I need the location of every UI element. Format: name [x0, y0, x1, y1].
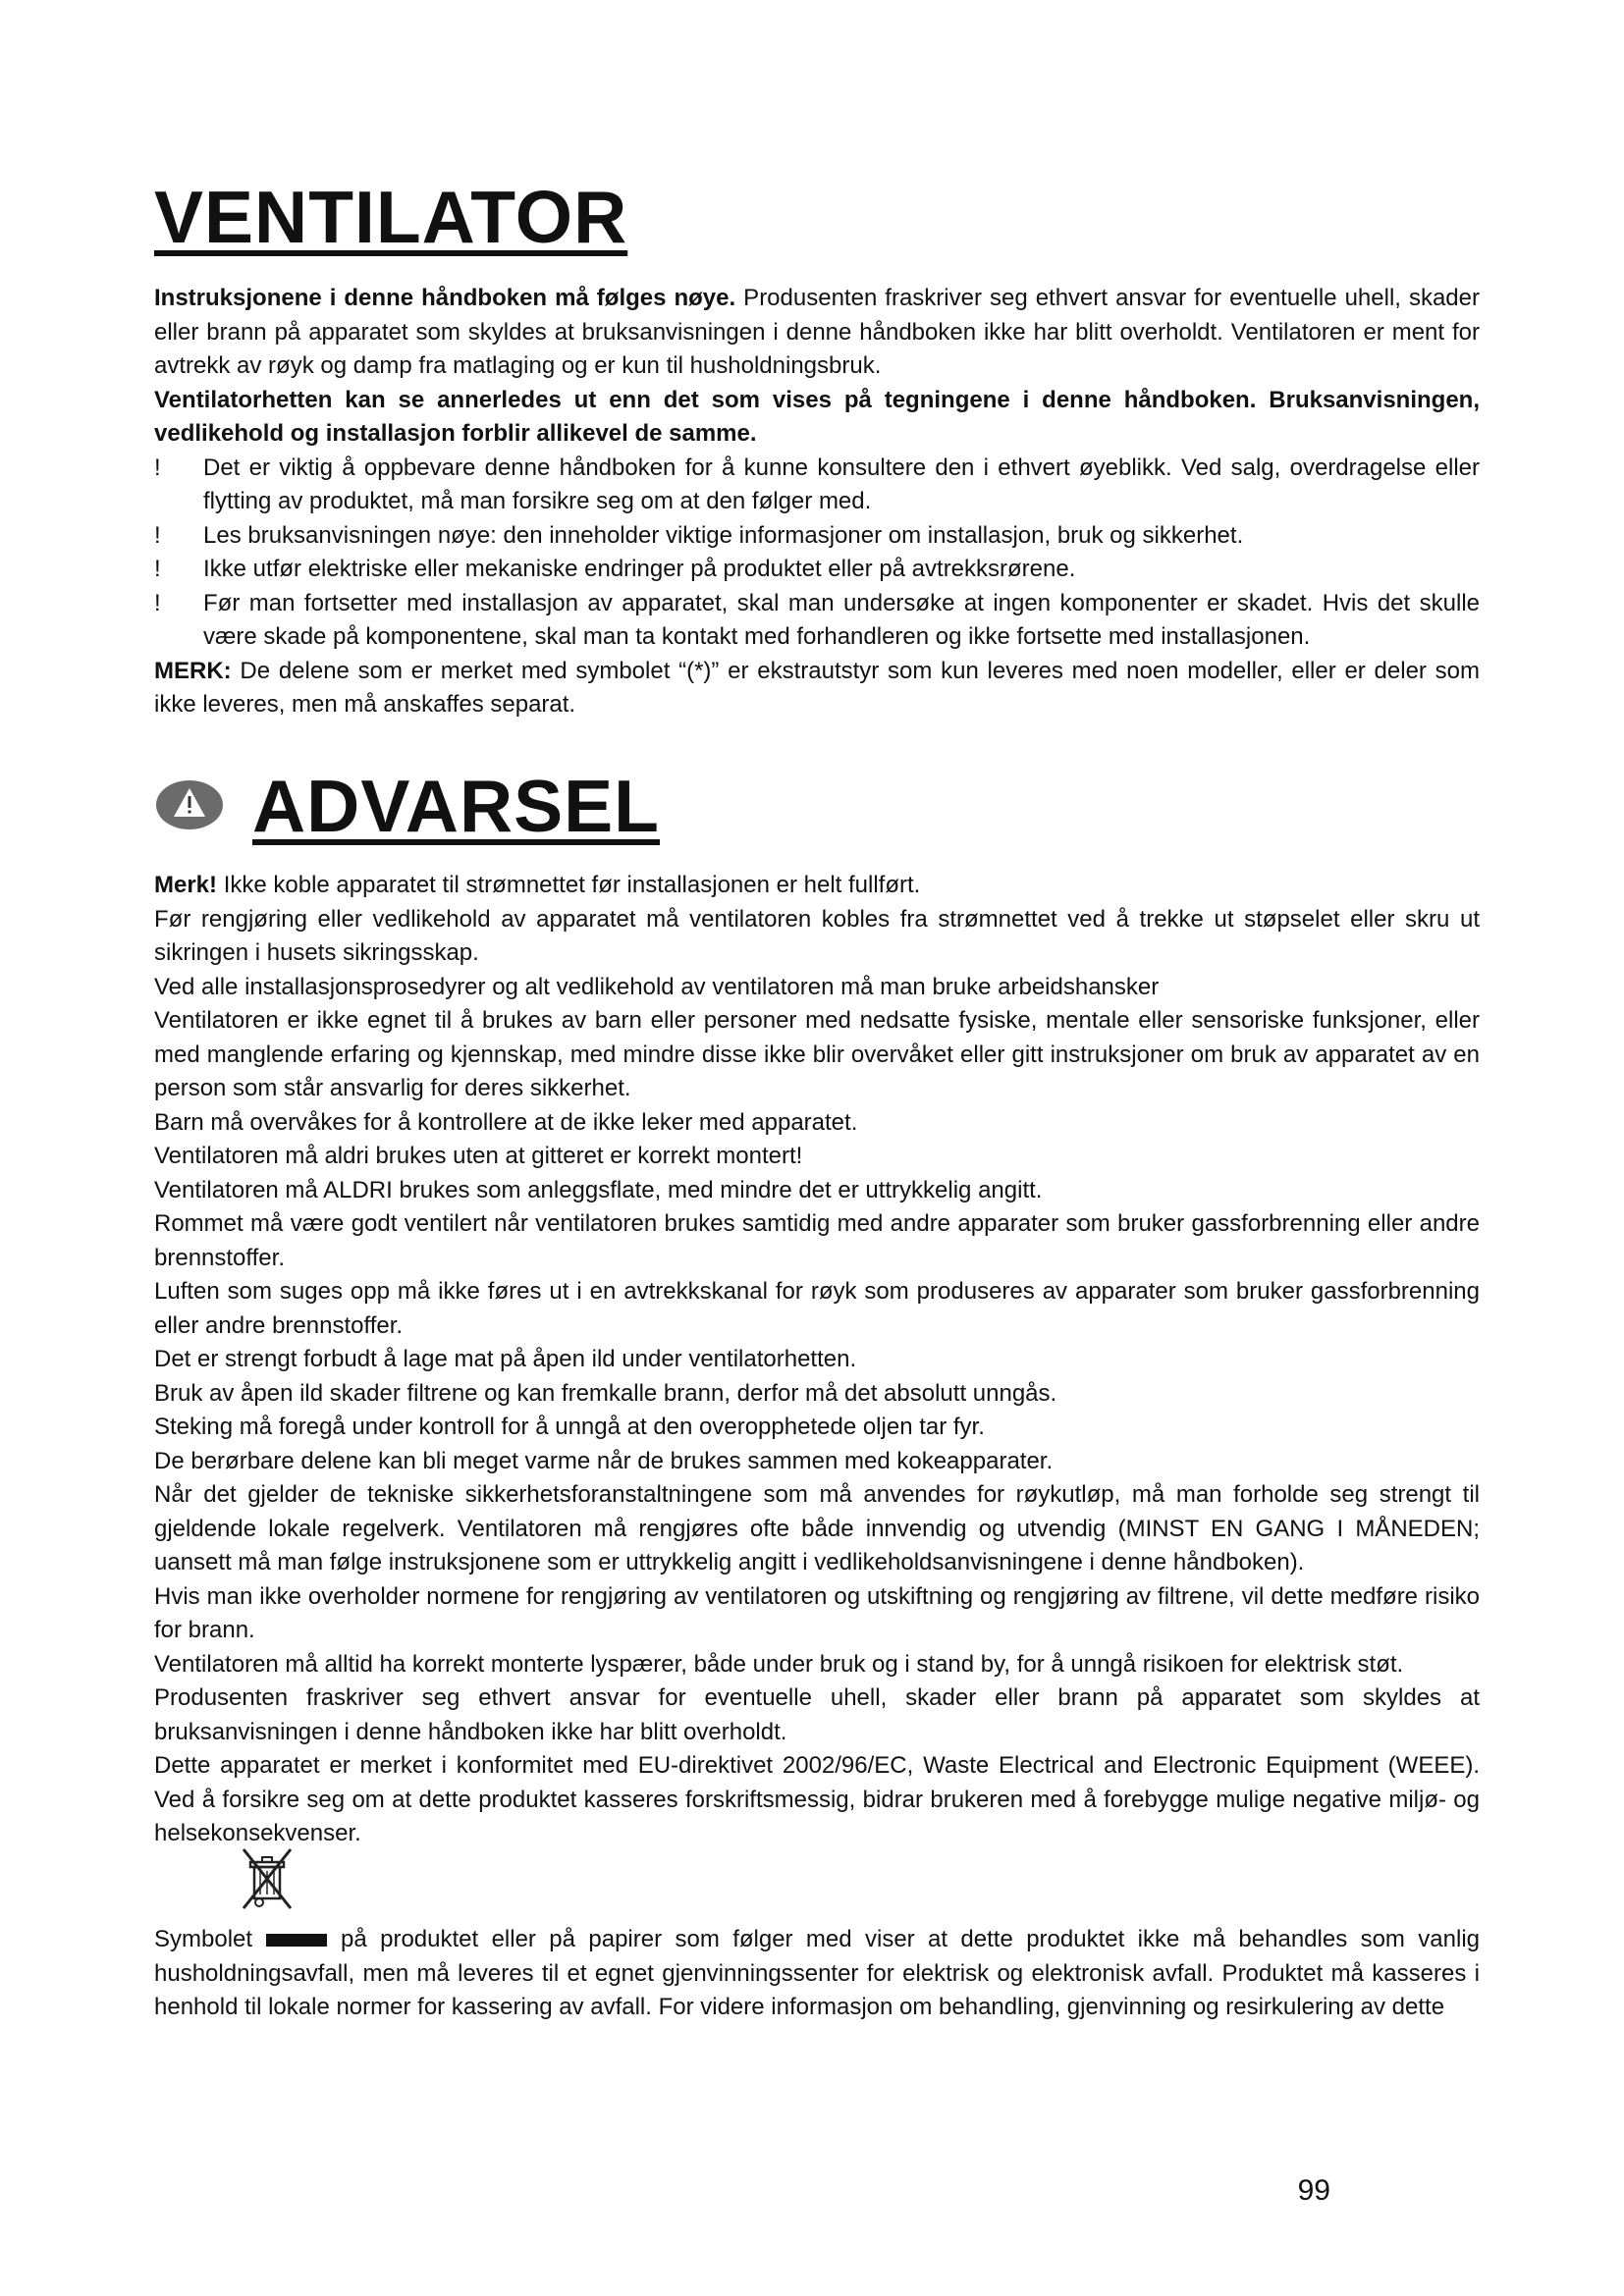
warning-first-bold: Merk! — [154, 872, 218, 898]
warning-paragraph: Produsenten fraskriver seg ethvert ansvar for eventuelle uhell, skader eller brann på apparatet som skyldes at bruksanvisningen i denne håndboken ikke har blitt overholdt. — [154, 1684, 1480, 1745]
warning-paragraph: Ventilatoren må aldri brukes uten at gitteret er korrekt montert! — [154, 1143, 803, 1169]
warning-paragraph: Før rengjøring eller vedlikehold av apparatet må ventilatoren kobles fra strømnettet ved å trekke ut støpselet eller skru ut sikringen i husets sikringsskap. — [154, 905, 1480, 966]
warning-paragraph: Ved alle installasjonsprosedyrer og alt vedlikehold av ventilatoren må man bruke arbeidshansker — [154, 973, 1160, 1000]
warning-paragraph: Rommet må være godt ventilert når ventilatoren brukes samtidig med andre apparater som bruker gassforbrenning eller andre brennstoffer. — [154, 1210, 1480, 1271]
intro-bold-paragraph: Ventilatorhetten kan se annerledes ut enn det som vises på tegningene i denne håndboken. Bruksanvisningen, vedlikehold og installasjon forblir allikevel de samme. — [154, 386, 1480, 447]
warning-paragraph: Hvis man ikke overholder normene for rengjøring av ventilatoren og utskiftning og rengjøring av filtrene, vil dette medføre risiko for brann. — [154, 1582, 1480, 1643]
intro-bold: Instruksjonene i denne håndboken må følges nøye. — [154, 285, 736, 311]
warning-triangle-icon — [154, 777, 225, 832]
bullet-text: Før man fortsetter med installasjon av apparatet, skal man undersøke at ingen komponenter er skadet. Hvis det skulle være skade på komponentene, skal man ta kontakt med forhandleren og ikke fortsette med installasjonen. — [203, 589, 1480, 650]
warning-paragraph: Steking må foregå under kontroll for å unngå at den overopphetede oljen tar fyr. — [154, 1414, 985, 1440]
bullet-text: Ikke utfør elektriske eller mekaniske endringer på produktet eller på avtrekksrørene. — [203, 556, 1076, 582]
warning-section — [154, 869, 1480, 1851]
bullet-item — [154, 452, 1480, 519]
symbol-paragraph — [154, 1923, 1480, 2025]
bullet-mark: ! — [154, 454, 161, 481]
page-number: 99 — [1297, 2174, 1330, 2207]
intro-section — [154, 282, 1480, 722]
bullet-mark: ! — [154, 589, 161, 616]
note-label: MERK: — [154, 657, 232, 684]
warning-paragraph: Når det gjelder de tekniske sikkerhetsforanstaltningene som må anvendes for røykutløp, må man forholde seg strengt til gjeldende lokale regelverk. Ventilatoren må rengjøres ofte både innvendig og utvendig (MINST EN GANG I MÅNEDEN; uansett må man følge instruksjonene som er uttrykkelig angitt i vedlikeholdsanvisningene i denne håndboken). — [154, 1481, 1480, 1575]
symbol-word: Symbolet — [154, 1926, 253, 1952]
note-paragraph — [154, 655, 1480, 722]
bullet-item — [154, 587, 1480, 655]
warning-paragraph: Luften som suges opp må ikke føres ut i en avtrekkskanal for røyk som produseres av apparater som bruker gassforbrenning eller andre brennstoffer. — [154, 1278, 1480, 1339]
warning-paragraph: De berørbare delene kan bli meget varme når de brukes sammen med kokeapparater. — [154, 1447, 1054, 1474]
warning-paragraph: Det er strengt forbudt å lage mat på åpen ild under ventilatorhetten. — [154, 1346, 857, 1372]
bullet-text: Les bruksanvisningen nøye: den inneholder viktige informasjoner om installasjon, bruk og sikkerhet. — [203, 521, 1244, 549]
symbol-text: på produktet eller på papirer som følger med viser at dette produktet ikke må behandles som vanlig husholdningsavfall, men må leveres til et egnet gjenvinningssenter for elektrisk og elektronisk avfall. Produktet må kasseres i henhold til lokale normer for kassering av avfall. For videre informasjon om behandling, gjenvinning og resirkulering av dette — [154, 1926, 1480, 2020]
note-text: De delene som er merket med symbolet “(*)” er ekstrautstyr som kun leveres med noen modeller, eller er deler som ikke leveres, men må anskaffes separat. — [154, 657, 1480, 718]
warning-first-paragraph — [154, 869, 1480, 903]
intro-text: Produsenten fraskriver seg ethvert ansvar for eventuelle uhell, skader eller brann på apparatet som skyldes at bruksanvisningen i denne håndboken ikke har blitt overholdt. Ventilatoren er ment for avtrekk av røyk og damp fra matlaging og er kun til husholdningsbruk. — [154, 285, 1480, 379]
warning-first-text: Ikke koble apparatet til strømnettet før installasjonen er helt fullført. — [217, 872, 921, 898]
bullet-item — [154, 519, 1480, 554]
bullet-item — [154, 553, 1480, 587]
section-title-ventilator: VENTILATOR — [154, 176, 628, 258]
weee-bar-icon — [266, 1934, 327, 1947]
warning-paragraph: Ventilatoren må ALDRI brukes som anleggsflate, med mindre det er uttrykkelig angitt. — [154, 1176, 1043, 1203]
bullet-mark: ! — [154, 556, 161, 582]
warning-paragraph: Ventilatoren er ikke egnet til å brukes av barn eller personer med nedsatte fysiske, mentale eller sensoriske funksjoner, eller med manglende erfaring og kjennskap, med mindre disse ikke blir overvåket eller gitt instruksjoner om bruk av apparatet av en person som står ansvarlig for deres sikkerhet. — [154, 1007, 1480, 1101]
crossed-out-bin-icon — [238, 1845, 297, 1912]
intro-paragraph — [154, 282, 1480, 384]
bullet-text: Det er viktig å oppbevare denne håndboken for å kunne konsultere den i ethvert øyeblikk. Ved salg, overdragelse eller flytting av produktet, må man forsikre seg om at den følger med. — [203, 454, 1480, 514]
warning-paragraph: Barn må overvåkes for å kontrollere at de ikke leker med apparatet. — [154, 1108, 858, 1136]
warning-paragraph: Ventilatoren må alltid ha korrekt monterte lyspærer, både under bruk og i stand by, for å unngå risikoen for elektrisk støt. — [154, 1650, 1404, 1678]
bullet-mark: ! — [154, 521, 161, 549]
warning-paragraph: Bruk av åpen ild skader filtrene og kan fremkalle brann, derfor må det absolutt unngås. — [154, 1379, 1057, 1407]
warning-paragraph: Dette apparatet er merket i konformitet med EU-direktivet 2002/96/EC, Waste Electrical and Electronic Equipment (WEEE). Ved å forsikre seg om at dette produktet kasseres forskriftsmessig, bidrar brukeren med å forebygge mulige negative miljø- og helsekonsekvenser. — [154, 1752, 1480, 1846]
section-title-advarsel: ADVARSEL — [252, 765, 660, 847]
